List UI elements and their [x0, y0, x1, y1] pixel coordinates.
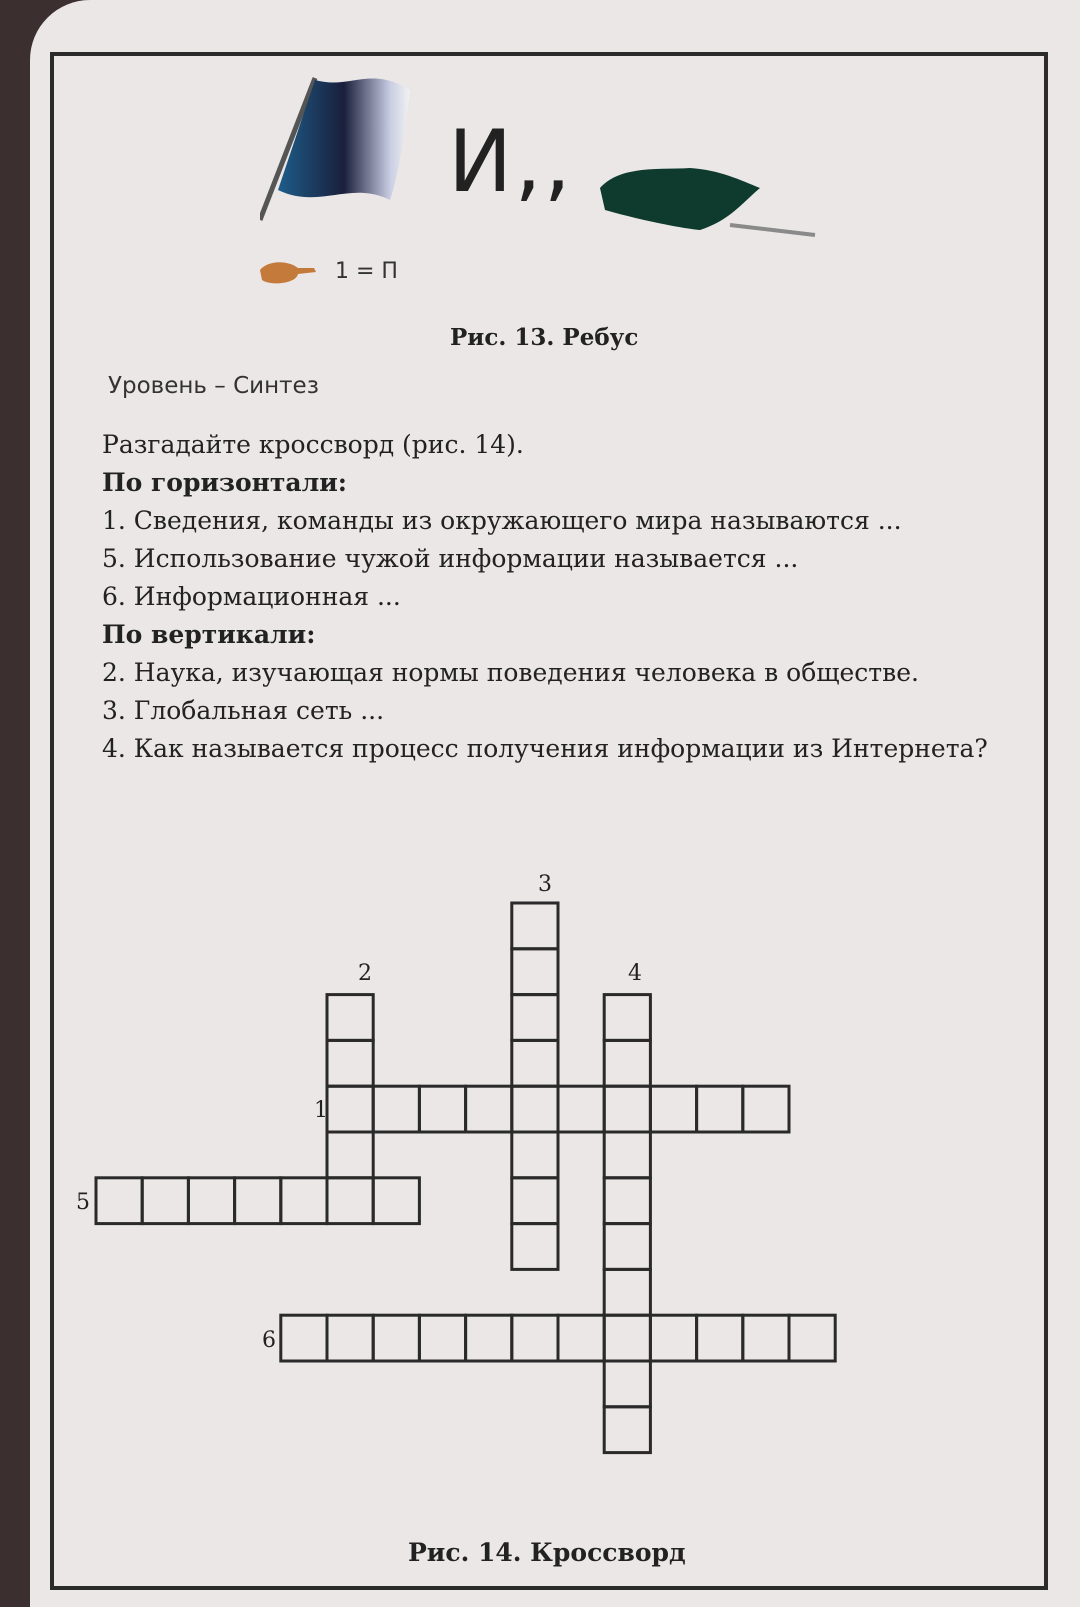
crossword-cell: [558, 1315, 604, 1361]
crossword-cell: [327, 995, 373, 1041]
crossword-cell: [650, 1315, 696, 1361]
clue-across-6: 6. Информационная ...: [102, 582, 401, 611]
crossword-cell: [512, 995, 558, 1041]
crossword-cell: [743, 1315, 789, 1361]
crossword-cell: [327, 1132, 373, 1178]
crossword-cell: [743, 1086, 789, 1132]
rebus-hint: 1 = П: [335, 259, 398, 284]
crossword-cell: [512, 1040, 558, 1086]
crossword-cell: [373, 1315, 419, 1361]
crossword-cell: [789, 1315, 835, 1361]
crossword-cell: [604, 1178, 650, 1224]
crossword-cell: [281, 1178, 327, 1224]
task-intro: Разгадайте кроссворд (рис. 14).: [102, 430, 524, 459]
crossword-cell: [466, 1315, 512, 1361]
crossword-cell: [512, 1086, 558, 1132]
crossword-cell: [512, 903, 558, 949]
clue-down-4: 4. Как называется процесс получения информации из Интернета?: [102, 734, 988, 763]
down-title: По вертикали:: [102, 620, 316, 649]
clue-down-2: 2. Наука, изучающая нормы поведения человека в обществе.: [102, 658, 919, 687]
crossword-cell: [512, 1224, 558, 1270]
crossword-cell: [96, 1178, 142, 1224]
crossword-cell: [604, 1086, 650, 1132]
crossword-cell: [697, 1315, 743, 1361]
crossword-cell: [419, 1086, 465, 1132]
crossword-cell: [235, 1178, 281, 1224]
clue-down-3: 3. Глобальная сеть ...: [102, 696, 385, 725]
clue-across-1: 1. Сведения, команды из окружающего мира называются ...: [102, 506, 902, 535]
crossword-cell: [466, 1086, 512, 1132]
crossword-cell: [373, 1086, 419, 1132]
crossword-cell: [512, 1178, 558, 1224]
crossword-cell: [512, 1132, 558, 1178]
crossword-cell: [419, 1315, 465, 1361]
crossword-cell: [604, 1224, 650, 1270]
number-4: 4: [628, 961, 642, 986]
crossword-cell: [327, 1315, 373, 1361]
crossword-cell: [604, 1407, 650, 1453]
level-label: Уровень – Синтез: [108, 373, 319, 399]
crossword-cell: [327, 1178, 373, 1224]
crossword-cell: [697, 1086, 743, 1132]
clue-across-5: 5. Использование чужой информации называется ...: [102, 544, 799, 573]
crossword-cell: [512, 1315, 558, 1361]
crossword-cell: [650, 1086, 696, 1132]
crossword-cell: [604, 1132, 650, 1178]
number-5: 5: [76, 1190, 90, 1215]
crossword-cell: [512, 949, 558, 995]
crossword-cell: [604, 1315, 650, 1361]
crossword-cell: [327, 1040, 373, 1086]
crossword-cell: [142, 1178, 188, 1224]
number-1: 1: [314, 1098, 328, 1123]
crossword-cell: [604, 1040, 650, 1086]
crossword-cell: [373, 1178, 419, 1224]
crossword-cell: [281, 1315, 327, 1361]
figure-13-caption: Рис. 13. Ребус: [450, 324, 639, 351]
crossword-cell: [604, 1361, 650, 1407]
crossword-cell: [327, 1086, 373, 1132]
crossword-cell: [558, 1086, 604, 1132]
figure-14-caption: Рис. 14. Кроссворд: [408, 1538, 686, 1567]
across-title: По горизонтали:: [102, 468, 348, 497]
number-2: 2: [358, 961, 372, 986]
crossword-cell: [604, 995, 650, 1041]
crossword-cell: [188, 1178, 234, 1224]
number-6: 6: [262, 1328, 276, 1353]
number-3: 3: [538, 872, 552, 897]
crossword-cell: [604, 1269, 650, 1315]
rebus-letters: И,,: [448, 112, 574, 212]
